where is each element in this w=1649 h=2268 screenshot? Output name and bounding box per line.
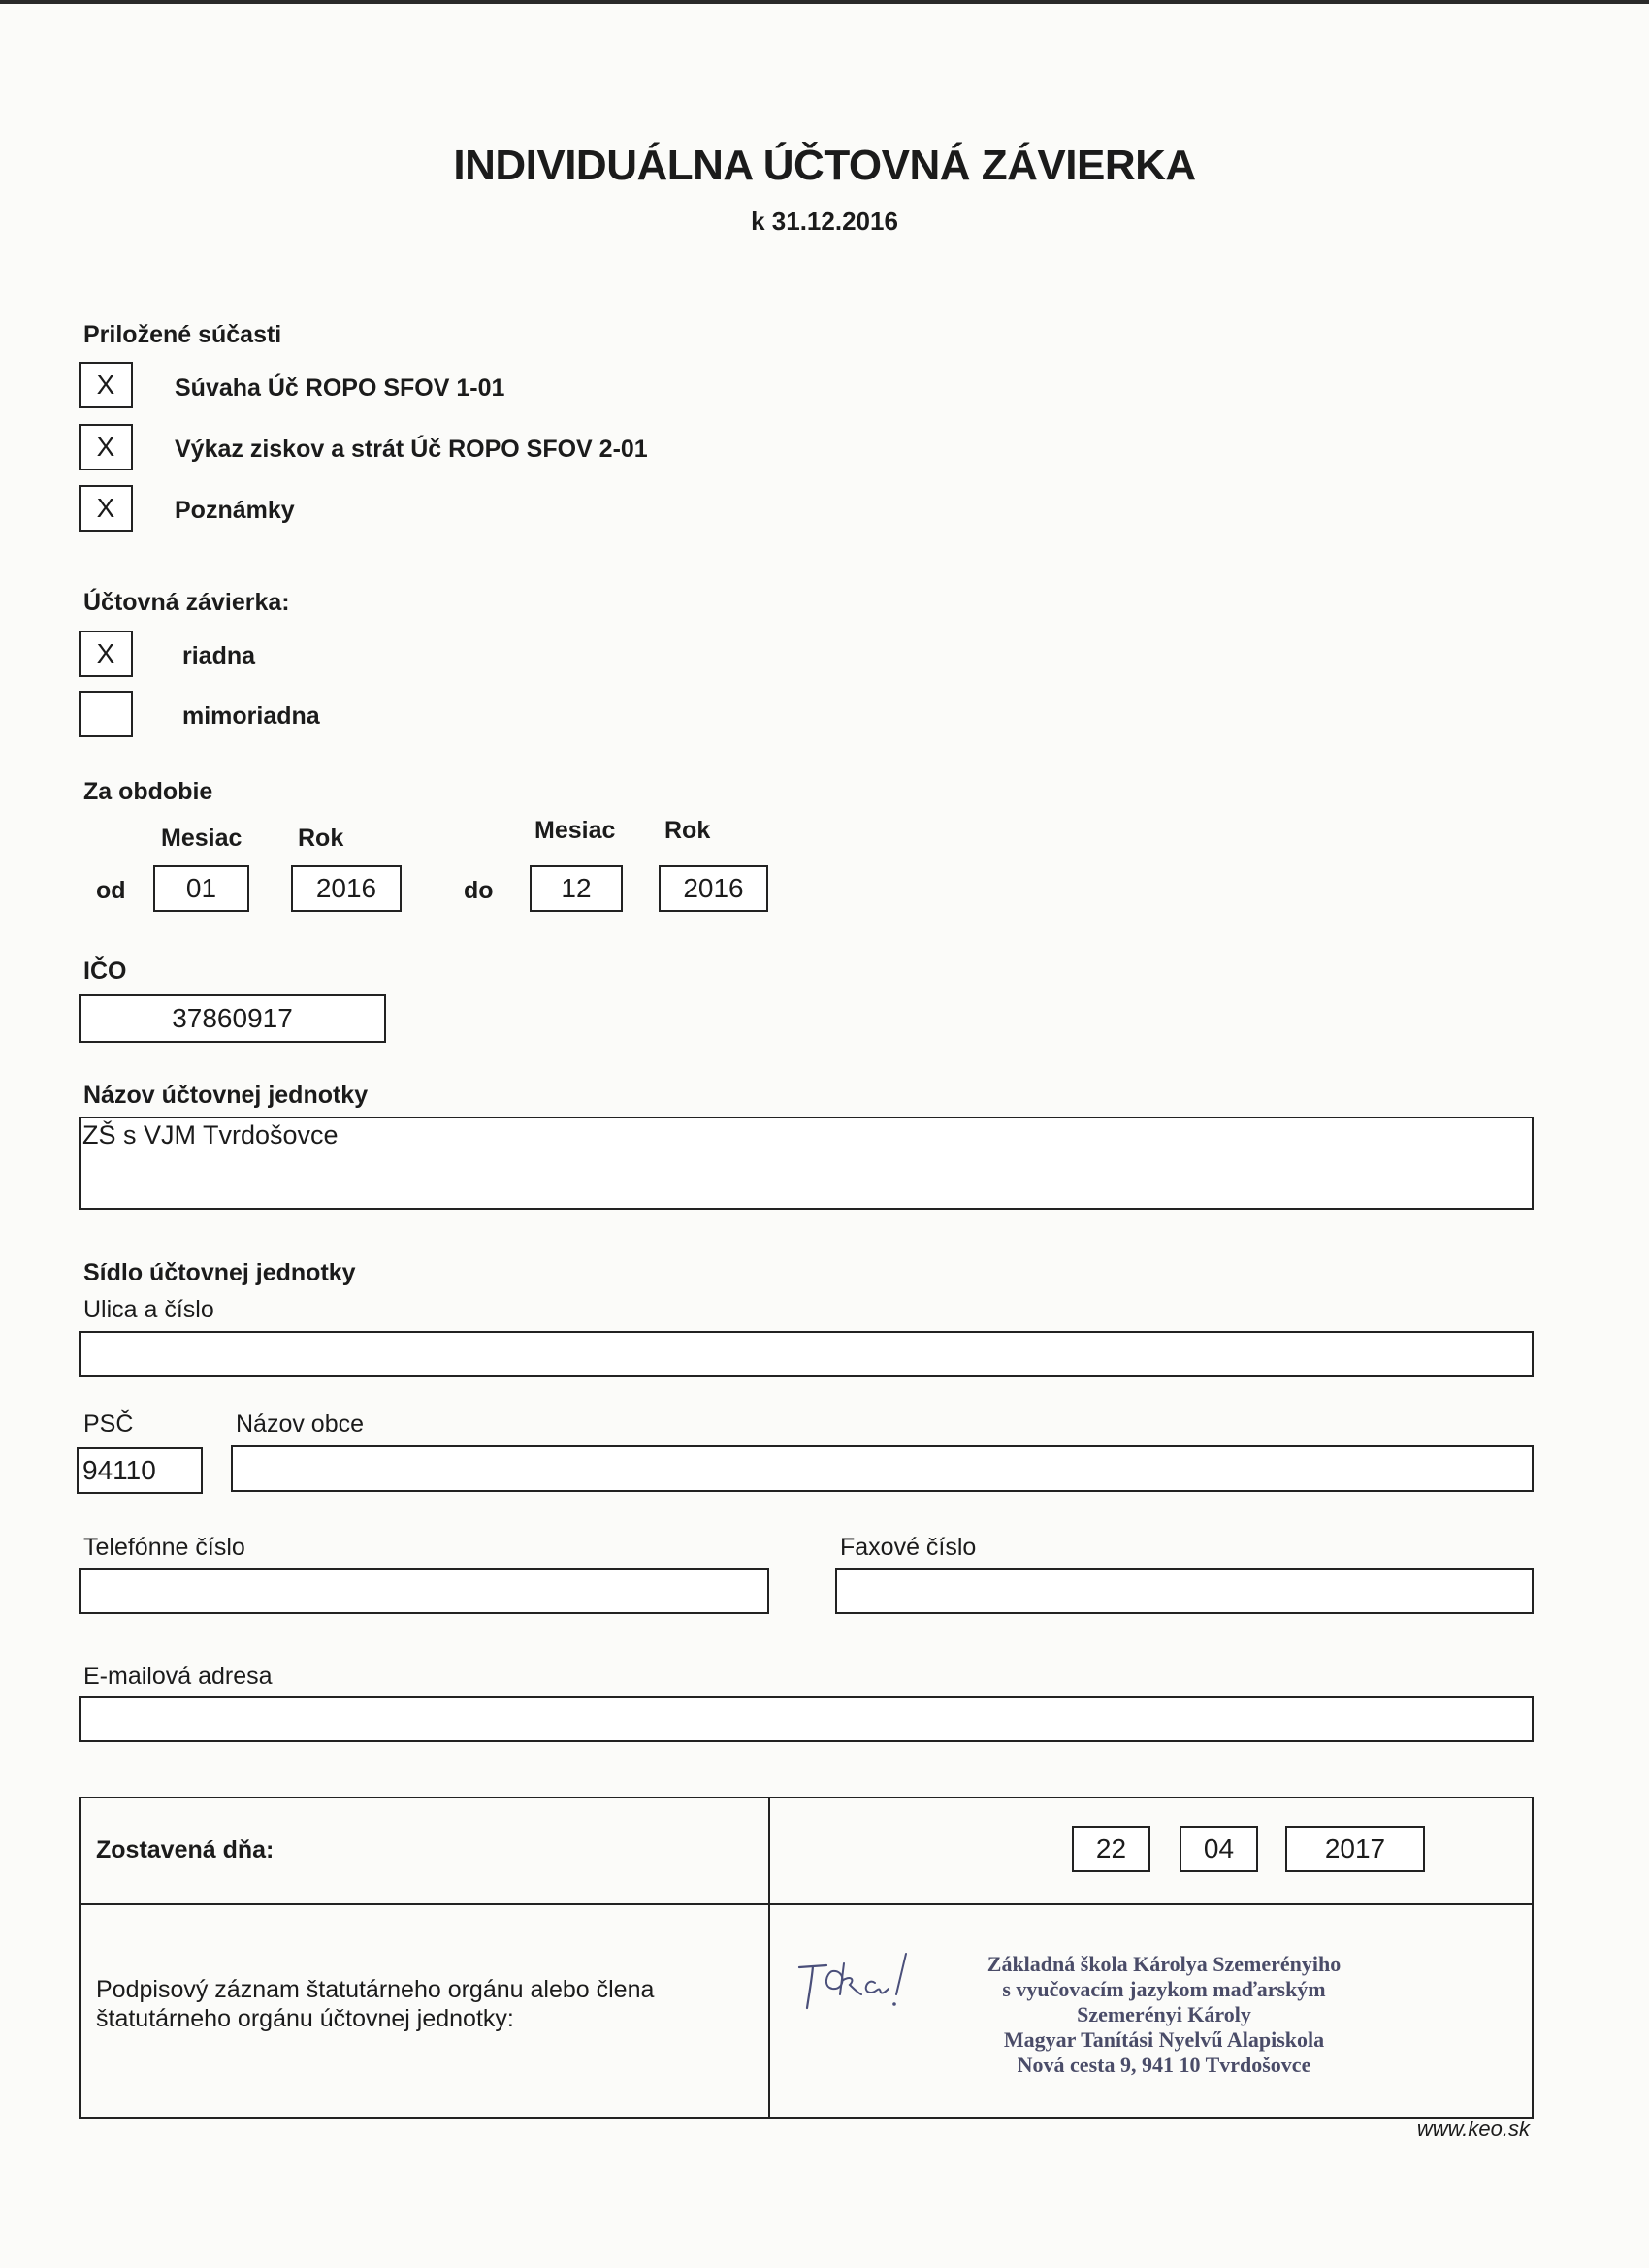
document-date: k 31.12.2016 [751, 207, 898, 236]
email-label: E-mailová adresa [83, 1663, 273, 1690]
to-month-label: Mesiac [534, 817, 616, 844]
street-field[interactable] [79, 1331, 1534, 1377]
from-year-field[interactable]: 2016 [291, 865, 402, 912]
stamp-line-4: Magyar Tanítási Nyelvű Alapiskola [1003, 2027, 1325, 2052]
checkbox-mimoriadna[interactable] [79, 691, 133, 737]
attachment-label-poznamky: Poznámky [175, 497, 295, 524]
compiled-year-field[interactable]: 2017 [1285, 1826, 1425, 1872]
option-label-riadna: riadna [182, 642, 256, 669]
fax-field[interactable] [835, 1568, 1534, 1614]
scan-top-edge [0, 0, 1649, 4]
compiled-label: Zostavená dňa: [96, 1836, 275, 1863]
ico-field[interactable]: 37860917 [79, 994, 386, 1043]
phone-field[interactable] [79, 1568, 769, 1614]
stamp-line-3: Szemerényi Károly [1077, 2002, 1251, 2026]
phone-label: Telefónne číslo [83, 1534, 245, 1561]
table-vertical-divider [768, 1798, 770, 2117]
checkbox-vykaz[interactable]: X [79, 424, 133, 470]
table-horizontal-divider [81, 1903, 1532, 1905]
city-label: Názov obce [236, 1410, 365, 1438]
attachment-label-vykaz: Výkaz ziskov a strát Úč ROPO SFOV 2-01 [175, 436, 648, 463]
seat-heading: Sídlo účtovnej jednotky [83, 1259, 356, 1286]
from-month-field[interactable]: 01 [153, 865, 249, 912]
attachment-label-suvaha: Súvaha Úč ROPO SFOV 1-01 [175, 374, 505, 402]
from-label: od [96, 877, 126, 904]
signature-label-line1: Podpisový záznam štatutárneho orgánu alebo člena [96, 1976, 655, 2003]
signature-label-line2: štatutárneho orgánu účtovnej jednotky: [96, 2005, 514, 2032]
stamp-line-5: Nová cesta 9, 941 10 Tvrdošovce [1017, 2053, 1311, 2077]
attachments-heading: Priložené súčasti [83, 321, 282, 348]
to-year-label: Rok [664, 817, 711, 844]
period-heading: Za obdobie [83, 778, 213, 805]
handwritten-signature [788, 1950, 923, 2018]
statement-type-heading: Účtovná závierka: [83, 589, 290, 616]
institution-stamp [960, 1952, 1368, 2078]
document-title: INDIVIDUÁLNA ÚČTOVNÁ ZÁVIERKA [453, 142, 1196, 189]
checkbox-riadna[interactable]: X [79, 631, 133, 677]
fax-label: Faxové číslo [840, 1534, 977, 1561]
entity-name-label: Názov účtovnej jednotky [83, 1082, 369, 1109]
from-year-label: Rok [298, 825, 344, 852]
compiled-day-field[interactable]: 22 [1072, 1826, 1150, 1872]
psc-field[interactable]: 94110 [77, 1447, 203, 1494]
entity-name-field[interactable]: ZŠ s VJM Tvrdošovce [79, 1117, 1534, 1210]
to-month-field[interactable]: 12 [530, 865, 623, 912]
option-label-mimoriadna: mimoriadna [182, 702, 320, 729]
email-field[interactable] [79, 1696, 1534, 1742]
stamp-line-2: s vyučovacím jazykom maďarským [1002, 1977, 1326, 2001]
psc-label: PSČ [83, 1410, 134, 1438]
to-label: do [464, 877, 494, 904]
compiled-month-field[interactable]: 04 [1180, 1826, 1258, 1872]
city-field[interactable] [231, 1445, 1534, 1492]
checkbox-poznamky[interactable]: X [79, 485, 133, 532]
from-month-label: Mesiac [161, 825, 242, 852]
ico-label: IČO [83, 957, 127, 985]
street-label: Ulica a číslo [83, 1296, 214, 1323]
to-year-field[interactable]: 2016 [659, 865, 768, 912]
stamp-line-1: Základná škola Károlya Szemerényiho [986, 1952, 1342, 1976]
checkbox-suvaha[interactable]: X [79, 362, 133, 408]
footer-site: www.keo.sk [1416, 2117, 1530, 2141]
